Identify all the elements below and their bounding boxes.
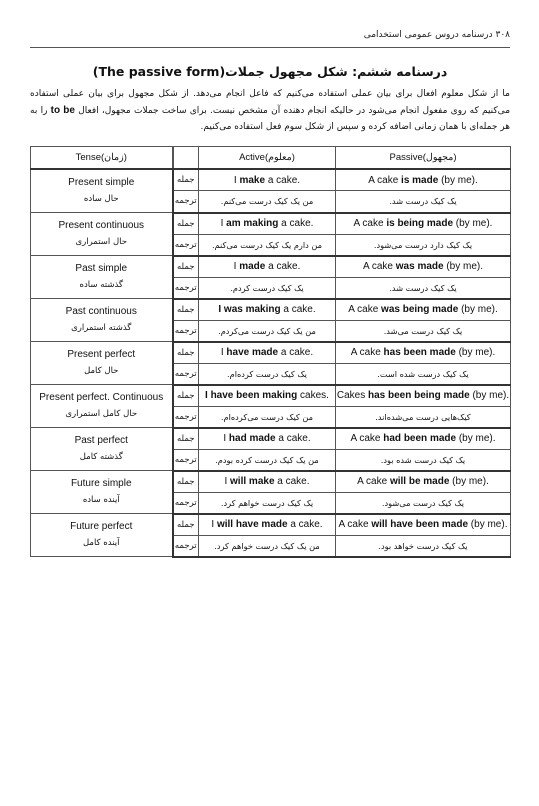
active-pre: I: [224, 476, 231, 487]
header-text: ۳۰۸ درسنامه دروس عمومی استخدامی: [363, 30, 510, 40]
passive-verb: will have been made: [371, 519, 469, 530]
header-label-spacer: [173, 147, 199, 170]
passive-verb: has been made: [383, 347, 456, 358]
active-post: a cake.: [280, 304, 316, 315]
active-translation: من دارم یک کیک درست می‌کنم.: [199, 234, 336, 256]
table-row: [31, 213, 511, 235]
active-sentence: [199, 256, 336, 278]
active-verb: make: [239, 174, 266, 186]
passive-pre: A cake: [353, 218, 387, 229]
active-sentence: [199, 471, 336, 493]
table-row: [31, 342, 511, 364]
header-passive: Passive(مجهول): [336, 147, 511, 170]
tense-cell: [31, 256, 173, 299]
tense-cell: [31, 471, 173, 514]
row-label-translation: ترجمه: [173, 535, 199, 557]
intro-paragraph: [30, 86, 510, 136]
active-post: a cake.: [287, 519, 323, 530]
active-post: a cake.: [278, 347, 314, 358]
passive-verb: was made: [395, 261, 444, 272]
tense-persian: آینده کامل: [82, 538, 120, 548]
header-rule: [30, 47, 510, 48]
passive-pre: A cake: [348, 304, 382, 315]
active-verb: made: [239, 261, 266, 272]
tense-english: Past perfect: [74, 435, 128, 446]
intro-part1: ما از شکل معلوم افعال برای بیان عملی استفاده می‌کنیم که فاعل انجام می‌دهد. از شکل مجهول برای بیان عملی استفاده می‌کنیم که روی مفعول انجام می‌شود در حالیکه انجام دهنده آن مشخص نیست. برای ساخت جملات مجهول، افعال: [30, 89, 511, 116]
passive-translation: یک کیک درست شده بود.: [336, 449, 511, 471]
passive-translation: یک کیک درست می‌شود.: [336, 492, 511, 514]
tense-persian: حال ساده: [83, 194, 119, 204]
passive-sentence: [336, 385, 511, 407]
active-sentence: [199, 385, 336, 407]
active-post: a cake.: [265, 261, 301, 272]
passive-sentence: [336, 342, 511, 364]
tense-cell: [31, 169, 173, 213]
passive-sentence: [336, 213, 511, 235]
row-label-sentence: جمله: [173, 256, 199, 278]
active-translation: من یک کیک درست می‌کنم.: [199, 191, 336, 213]
table-header-row: [31, 147, 511, 170]
active-verb: will have made: [216, 519, 288, 530]
tense-english: Future perfect: [70, 521, 133, 532]
passive-post: (by me).: [449, 476, 489, 487]
row-label-translation: ترجمه: [173, 406, 199, 428]
row-label-sentence: جمله: [173, 213, 199, 235]
passive-post: (by me).: [456, 433, 496, 444]
row-label-translation: ترجمه: [173, 234, 199, 256]
tense-cell: [31, 385, 173, 428]
active-pre: I: [233, 174, 240, 186]
active-translation: یک کیک درست کردم.: [199, 277, 336, 299]
tense-persian: گذشته استمراری: [71, 323, 132, 333]
active-translation: یک کیک درست کرده‌ام.: [199, 363, 336, 385]
passive-verb: has been being made: [367, 390, 470, 401]
table-row: [31, 385, 511, 407]
row-label-translation: ترجمه: [173, 277, 199, 299]
active-pre: I: [233, 261, 240, 272]
active-verb: had made: [228, 433, 276, 444]
page-header: [30, 28, 510, 48]
passive-pre: A cake: [362, 261, 396, 272]
passive-translation: یک کیک درست می‌شد.: [336, 320, 511, 342]
active-translation: من یک کیک درست می‌کردم.: [199, 320, 336, 342]
tense-english: Present simple: [68, 177, 135, 188]
active-verb: I have been making: [205, 390, 298, 401]
row-label-sentence: جمله: [173, 299, 199, 321]
tense-cell: [31, 514, 173, 557]
passive-post: (by me).: [458, 304, 498, 315]
tense-cell: [31, 299, 173, 342]
active-verb: have made: [226, 347, 279, 358]
active-translation: من کیک درست می‌کرده‌ام.: [199, 406, 336, 428]
tense-cell: [31, 342, 173, 385]
tense-persian: حال استمراری: [75, 237, 127, 247]
passive-verb: is made: [401, 174, 439, 186]
row-label-sentence: جمله: [173, 342, 199, 364]
tense-persian: حال کامل: [84, 366, 119, 376]
row-label-sentence: جمله: [173, 471, 199, 493]
passive-verb: had been made: [383, 433, 457, 444]
passive-post: (by me).: [455, 347, 496, 358]
tense-english: Past continuous: [65, 306, 137, 317]
active-verb: I was making: [218, 304, 281, 315]
active-pre: I: [220, 218, 227, 229]
passive-pre: A cake: [350, 347, 384, 358]
passive-verb: will be made: [389, 476, 450, 487]
passive-verb: is being made: [386, 218, 454, 229]
passive-sentence: [336, 428, 511, 450]
passive-translation: یک کیک درست خواهد بود.: [336, 535, 511, 557]
active-post: a cake.: [278, 218, 314, 229]
active-pre: I: [223, 433, 229, 444]
active-post: a cake.: [265, 174, 301, 186]
table-row: [31, 256, 511, 278]
active-sentence: [199, 213, 336, 235]
table-row: [31, 471, 511, 493]
passive-translation: کیک‌هایی درست می‌شده‌اند.: [336, 406, 511, 428]
active-post: a cake.: [274, 476, 310, 487]
tense-english: Future simple: [70, 478, 132, 489]
tense-persian: حال کامل استمراری: [65, 409, 138, 419]
tense-english: Present continuous: [58, 220, 145, 231]
passive-translation: یک کیک دارد درست می‌شود.: [336, 234, 511, 256]
active-sentence: [199, 299, 336, 321]
row-label-sentence: جمله: [173, 169, 199, 191]
row-label-sentence: جمله: [173, 514, 199, 536]
row-label-sentence: جمله: [173, 428, 199, 450]
tense-persian: گذشته کامل: [79, 452, 123, 462]
row-label-translation: ترجمه: [173, 363, 199, 385]
active-post: cakes.: [297, 390, 329, 401]
passive-pre: A cake: [368, 174, 402, 186]
row-label-translation: ترجمه: [173, 449, 199, 471]
passive-pre: A cake: [350, 433, 384, 444]
active-verb: will make: [230, 476, 275, 487]
table-row: [31, 428, 511, 450]
passive-pre: Cakes: [336, 390, 368, 401]
passive-pre: A cake: [357, 476, 390, 487]
tense-english: Present perfect: [67, 349, 136, 360]
passive-post: (by me).: [453, 218, 493, 229]
passive-sentence: [336, 169, 511, 191]
passive-translation: یک کیک درست شد.: [336, 191, 511, 213]
table-row: [31, 299, 511, 321]
passive-sentence: [336, 256, 511, 278]
intro-verb: to be: [50, 104, 75, 116]
header-tense: Tense(زمان): [31, 147, 173, 170]
active-post: a cake.: [275, 433, 311, 444]
passive-post: (by me).: [443, 261, 484, 272]
tense-english: Past simple: [75, 263, 128, 274]
passive-sentence: [336, 514, 511, 536]
active-sentence: [199, 428, 336, 450]
lesson-title: درسنامه ششم: شکل مجهول جملات(The passive form): [92, 64, 448, 79]
row-label-translation: ترجمه: [173, 492, 199, 514]
tense-english: Present perfect. Continuous: [39, 392, 164, 403]
active-translation: من یک کیک درست کرده بودم.: [199, 449, 336, 471]
active-translation: یک کیک درست خواهم کرد.: [199, 492, 336, 514]
passive-post: (by me).: [438, 174, 478, 186]
active-sentence: [199, 514, 336, 536]
table-row: [31, 169, 511, 191]
passive-pre: A cake: [338, 519, 372, 530]
passive-post: (by me).: [469, 390, 510, 401]
row-label-translation: ترجمه: [173, 191, 199, 213]
table-body: [31, 147, 511, 557]
table-row: [31, 514, 511, 536]
passive-post: (by me).: [468, 519, 508, 530]
active-translation: من یک کیک درست خواهم کرد.: [199, 535, 336, 557]
passive-translation: یک کیک درست شده است.: [336, 363, 511, 385]
passive-verb: was being made: [381, 304, 459, 315]
tense-cell: [31, 213, 173, 256]
active-pre: I: [211, 519, 217, 530]
tense-cell: [31, 428, 173, 471]
passive-table: [30, 146, 511, 558]
active-sentence: [199, 342, 336, 364]
tense-persian: آینده ساده: [82, 495, 120, 505]
tense-persian: گذشته ساده: [79, 280, 123, 290]
row-label-sentence: جمله: [173, 385, 199, 407]
row-label-translation: ترجمه: [173, 320, 199, 342]
passive-translation: یک کیک درست شد.: [336, 277, 511, 299]
passive-sentence: [336, 471, 511, 493]
intro-part2: را به هر جمله‌ای با همان زمانی اضافه کرده و سپس از شکل سوم فعل استفاده می‌کنیم.: [30, 105, 510, 132]
passive-sentence: [336, 299, 511, 321]
active-sentence: [199, 169, 336, 191]
header-active: Active(معلوم): [199, 147, 336, 170]
active-pre: I: [220, 347, 227, 358]
active-verb: am making: [226, 218, 279, 229]
